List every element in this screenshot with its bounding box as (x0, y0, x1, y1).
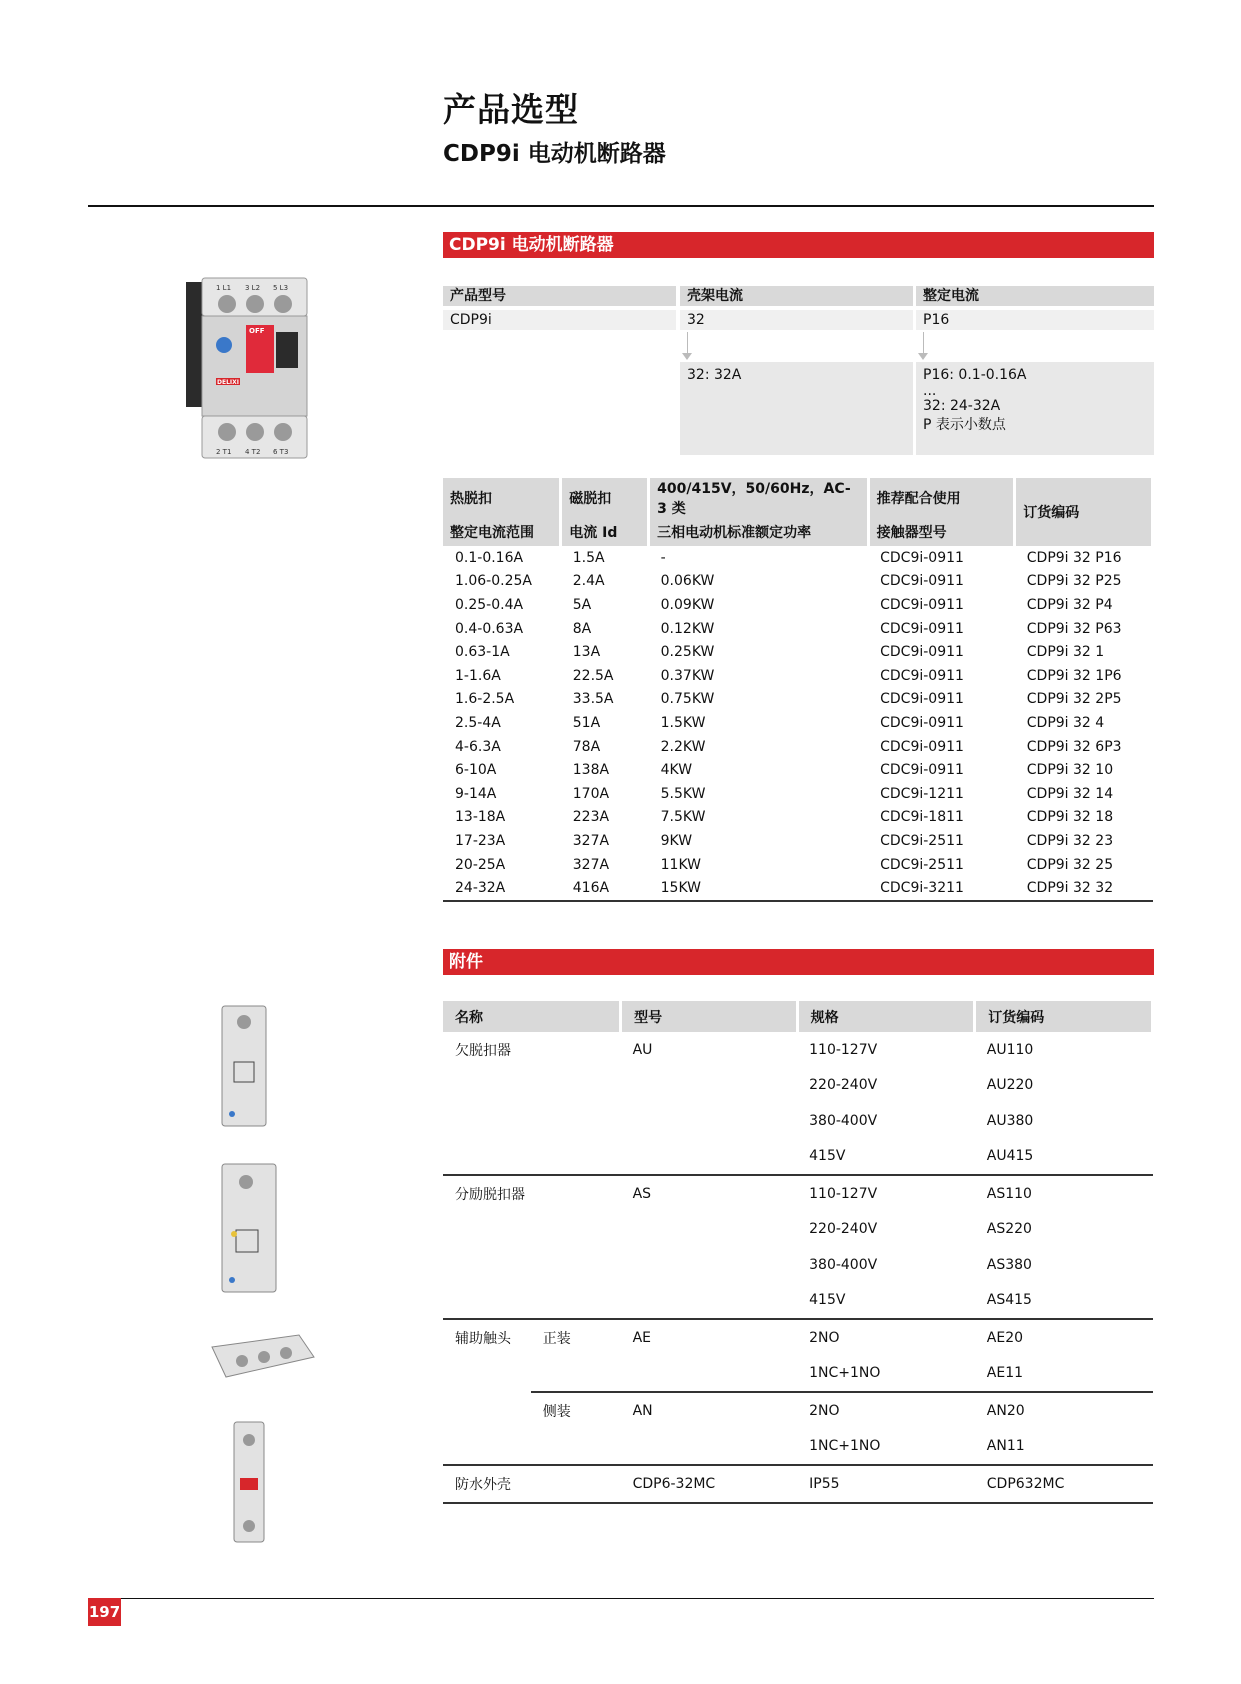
acc-header-order-code: 订货编码 (975, 1001, 1153, 1032)
spec-setting-range: 0.4-0.63A (455, 620, 524, 637)
acc-code: CDP632MC (975, 1465, 1153, 1503)
table-row (443, 735, 1153, 759)
spec-current-id: 22.5A (572, 667, 614, 684)
spec-motor-power: 11KW (660, 856, 701, 873)
page-number: 197 (88, 1598, 121, 1626)
spec-order-code: CDP9i 32 10 (1026, 762, 1114, 779)
spec-setting-range: 6-10A (455, 762, 497, 779)
spec-order-code: CDP9i 32 25 (1026, 856, 1114, 873)
acc-spec: 220-240V (809, 1077, 878, 1094)
shunt-release-image (214, 1160, 284, 1300)
acc-header-spec: 规格 (797, 1001, 975, 1032)
spec-setting-range: 9-14A (455, 785, 497, 802)
spec-current-id: 327A (572, 856, 610, 873)
spec-header-magnetic: 磁脱扣 (561, 478, 649, 518)
spec-setting-range: 1.6-2.5A (455, 691, 515, 708)
side-aux-contact-image (226, 1418, 276, 1548)
spec-order-code: CDP9i 32 23 (1026, 832, 1114, 849)
acc-spec: 110-127V (809, 1041, 878, 1058)
terminal-label-top: 1 L1 (216, 284, 232, 292)
undervoltage-release-image (214, 1002, 274, 1132)
svg-text:6 T3: 6 T3 (273, 448, 289, 456)
table-row (443, 711, 1153, 735)
acc-code: AU415 (975, 1139, 1153, 1176)
spec-current-id: 33.5A (572, 691, 614, 708)
spec-motor-power: 0.06KW (660, 573, 715, 590)
acc-name-au: 欠脱扣器 (455, 1042, 511, 1059)
spec-contactor: CDC9i-0911 (880, 738, 964, 755)
section-bar-accessories: 附件 (443, 949, 1154, 975)
svg-text:DELIXI: DELIXI (217, 379, 239, 386)
spec-header-row-1 (443, 478, 1153, 518)
acc-spec: 110-127V (809, 1185, 878, 1202)
spec-motor-power: 5.5KW (660, 785, 706, 802)
acc-code: AU380 (986, 1112, 1034, 1129)
acc-name-as: 分励脱扣器 (455, 1186, 525, 1203)
setting-current-note-box (916, 362, 1154, 455)
acc-code: AN11 (975, 1429, 1153, 1466)
table-row (443, 1068, 1153, 1104)
acc-header-model: 型号 (621, 1001, 798, 1032)
arrow-frame-icon (682, 353, 692, 360)
table-row (443, 806, 1153, 830)
spec-contactor: CDC9i-0911 (880, 714, 964, 731)
setting-note-line: ... (923, 383, 937, 399)
page-subtitle: CDP9i 电动机断路器 (443, 141, 666, 167)
model-header-product: 产品型号 (443, 286, 676, 306)
spec-contactor: CDC9i-0911 (880, 667, 964, 684)
spec-motor-power: 0.25KW (660, 644, 715, 661)
table-row (443, 1032, 1153, 1068)
table-row (443, 1429, 1153, 1466)
spec-contactor: CDC9i-0911 (880, 762, 964, 779)
model-header-frame: 壳架电流 (680, 286, 913, 306)
spec-motor-power: 15KW (649, 876, 868, 901)
acc-spec: IP55 (797, 1465, 975, 1503)
acc-code: AS220 (986, 1221, 1032, 1238)
table-row (443, 782, 1153, 806)
table-row (443, 1319, 1153, 1356)
acc-model-enclosure: CDP6-32MC (621, 1465, 798, 1503)
top-divider (88, 205, 1154, 207)
model-header-setting: 整定电流 (916, 286, 1154, 306)
spec-table (443, 478, 1154, 902)
spec-current-id: 2.4A (572, 573, 605, 590)
spec-order-code: CDP9i 32 2P5 (1026, 691, 1122, 708)
table-row (443, 688, 1153, 712)
spec-current-id: 416A (561, 876, 649, 901)
spec-current-id: 51A (572, 714, 601, 731)
spec-order-code: CDP9i 32 P63 (1026, 620, 1122, 637)
spec-current-id: 327A (572, 832, 610, 849)
acc-code: AS110 (986, 1185, 1032, 1202)
table-row (443, 1212, 1153, 1248)
spec-contactor: CDC9i-0911 (880, 549, 964, 566)
spec-table-body (443, 546, 1153, 901)
acc-sub-side: 侧装 (542, 1403, 571, 1420)
spec-contactor: CDC9i-2511 (880, 832, 964, 849)
spec-motor-power: 4KW (660, 762, 693, 779)
spec-setting-range: 0.1-0.16A (455, 549, 524, 566)
table-row (443, 1175, 1153, 1212)
frame-current-note-box (680, 362, 913, 455)
bottom-divider (88, 1598, 1154, 1599)
spec-setting-range: 2.5-4A (455, 714, 501, 731)
spec-order-code: CDP9i 32 14 (1026, 785, 1114, 802)
svg-text:3 L2: 3 L2 (245, 284, 261, 292)
table-row (443, 617, 1153, 641)
acc-model-ae: AE (632, 1329, 652, 1346)
spec-contactor: CDC9i-0911 (880, 644, 964, 661)
spec-contactor: CDC9i-0911 (880, 573, 964, 590)
spec-header-motor-power: 三相电动机标准额定功率 (649, 518, 868, 546)
svg-text:5 L3: 5 L3 (273, 284, 289, 292)
table-row (443, 1465, 1153, 1503)
acc-spec: 2NO (809, 1329, 840, 1346)
acc-spec: 415V (797, 1139, 975, 1176)
spec-current-id: 223A (572, 809, 610, 826)
table-row (443, 1392, 1153, 1429)
spec-setting-range: 1.06-0.25A (455, 573, 532, 590)
spec-current-id: 5A (572, 596, 592, 613)
acc-model-au: AU (632, 1041, 653, 1058)
acc-code: AE20 (986, 1329, 1024, 1346)
spec-header-current-id: 电流 Id (561, 518, 649, 546)
svg-text:4 T2: 4 T2 (245, 448, 261, 456)
table-row (443, 1283, 1153, 1320)
table-row (443, 640, 1153, 664)
table-row (443, 593, 1153, 617)
spec-header-setting-range: 整定电流范围 (443, 518, 561, 546)
spec-contactor: CDC9i-1211 (880, 785, 964, 802)
acc-code: AN20 (986, 1402, 1025, 1419)
spec-order-code: CDP9i 32 32 (1015, 876, 1153, 901)
acc-code: AU110 (986, 1041, 1034, 1058)
spec-contactor: CDC9i-1811 (880, 809, 964, 826)
arrow-setting-icon (918, 353, 928, 360)
spec-contactor: CDC9i-0911 (880, 596, 964, 613)
spec-order-code: CDP9i 32 6P3 (1026, 738, 1122, 755)
spec-current-id: 1.5A (572, 549, 605, 566)
acc-code: AU220 (986, 1077, 1034, 1094)
table-row (443, 758, 1153, 782)
spec-header-contactor-model: 接触器型号 (868, 518, 1015, 546)
acc-spec: 415V (797, 1283, 975, 1320)
spec-order-code: CDP9i 32 P4 (1026, 596, 1113, 613)
table-row (443, 1139, 1153, 1176)
spec-setting-range: 0.63-1A (455, 644, 510, 661)
acc-model-as: AS (632, 1185, 652, 1202)
acc-spec: 380-400V (809, 1112, 878, 1129)
spec-order-code: CDP9i 32 P25 (1026, 573, 1122, 590)
spec-setting-range: 13-18A (455, 809, 506, 826)
page-title: 产品选型 (443, 90, 579, 129)
spec-motor-power: 0.75KW (660, 691, 715, 708)
acc-code: AS415 (975, 1283, 1153, 1320)
table-row (443, 1356, 1153, 1393)
svg-text:OFF: OFF (249, 327, 265, 335)
spec-order-code: CDP9i 32 4 (1026, 714, 1105, 731)
spec-motor-power: 7.5KW (660, 809, 706, 826)
accessory-header-row (443, 1001, 1153, 1032)
acc-spec: 2NO (809, 1402, 840, 1419)
spec-current-id: 170A (572, 785, 610, 802)
spec-setting-range: 4-6.3A (455, 738, 501, 755)
spec-motor-power: 0.37KW (660, 667, 715, 684)
spec-setting-range: 24-32A (443, 876, 561, 901)
spec-motor-power: 1.5KW (660, 714, 706, 731)
spec-current-id: 8A (572, 620, 592, 637)
setting-note-line: 32: 24-32A (923, 398, 1001, 414)
acc-spec: 1NC+1NO (797, 1356, 975, 1393)
spec-header-recommended: 推荐配合使用 (868, 478, 1015, 518)
spec-current-id: 78A (572, 738, 601, 755)
spec-contactor: CDC9i-3211 (868, 876, 1015, 901)
spec-order-code: CDP9i 32 1P6 (1026, 667, 1122, 684)
table-row (443, 1247, 1153, 1283)
svg-text:2 T1: 2 T1 (216, 448, 232, 456)
acc-header-name: 名称 (443, 1001, 621, 1032)
spec-motor-power: 9KW (660, 832, 693, 849)
spec-current-id: 13A (572, 644, 601, 661)
acc-name-enclosure: 防水外壳 (443, 1465, 621, 1503)
spec-setting-range: 17-23A (455, 832, 506, 849)
model-value-product: CDP9i (443, 310, 676, 330)
spec-setting-range: 0.25-0.4A (455, 596, 524, 613)
spec-header-conditions: 400/415V，50/60Hz，AC-3 类 (649, 478, 868, 518)
arrow-setting-line (923, 332, 924, 354)
acc-spec: 220-240V (809, 1221, 878, 1238)
table-row (443, 853, 1153, 877)
acc-name-aux: 辅助触头 (455, 1330, 511, 1347)
arrow-frame-line (687, 332, 688, 354)
table-row (443, 1103, 1153, 1139)
setting-note-line: P 表示小数点 (923, 417, 1006, 433)
acc-sub-front: 正装 (542, 1330, 571, 1347)
spec-contactor: CDC9i-0911 (880, 691, 964, 708)
spec-order-code: CDP9i 32 18 (1026, 809, 1114, 826)
table-row (443, 829, 1153, 853)
spec-motor-power: 0.09KW (660, 596, 715, 613)
spec-setting-range: 1-1.6A (455, 667, 501, 684)
spec-order-code: CDP9i 32 1 (1026, 644, 1105, 661)
acc-model-an: AN (632, 1402, 653, 1419)
acc-spec: 380-400V (809, 1256, 878, 1273)
acc-code: AS380 (986, 1256, 1032, 1273)
table-row (443, 876, 1153, 901)
acc-code: AE11 (975, 1356, 1153, 1393)
spec-motor-power: 2.2KW (660, 738, 706, 755)
spec-setting-range: 20-25A (455, 856, 506, 873)
acc-spec: 1NC+1NO (797, 1429, 975, 1466)
accessory-table (443, 1001, 1154, 1504)
spec-motor-power: - (660, 549, 666, 566)
spec-order-code: CDP9i 32 P16 (1026, 549, 1122, 566)
section-bar-breaker: CDP9i 电动机断路器 (443, 232, 1154, 258)
table-row (443, 546, 1153, 570)
table-row (443, 664, 1153, 688)
setting-note-line: P16: 0.1-0.16A (923, 367, 1027, 383)
table-row (443, 570, 1153, 594)
spec-header-thermal: 热脱扣 (443, 478, 561, 518)
spec-header-order-code: 订货编码 (1015, 478, 1153, 546)
spec-contactor: CDC9i-2511 (880, 856, 964, 873)
spec-motor-power: 0.12KW (660, 620, 715, 637)
model-value-frame: 32 (680, 310, 913, 330)
spec-current-id: 138A (572, 762, 610, 779)
model-value-setting: P16 (916, 310, 1154, 330)
spec-contactor: CDC9i-0911 (880, 620, 964, 637)
frame-current-note: 32: 32A (687, 367, 742, 383)
front-aux-contact-image (204, 1327, 319, 1392)
motor-breaker-image (182, 270, 322, 465)
